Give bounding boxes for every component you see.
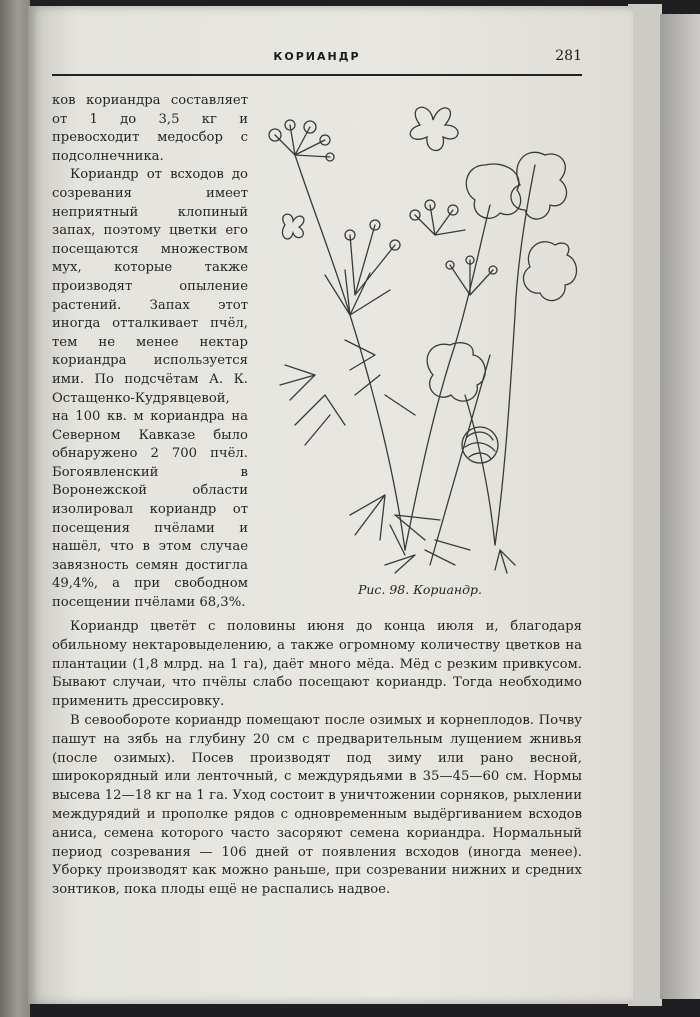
narrow-text-column	[52, 92, 248, 613]
coriander-plant-drawing	[255, 95, 585, 575]
paragraph: Кориандр цветёт с половины июня до конца июля и, благодаря обильному нектаровыделению, а также огромному количеству цветков на плантации (1,8 млрд. на 1 га), даёт много мёда. Мёд с резким привкусом. Бывают случаи, что пчёлы слабо посещают кориандр. Тогда необходимо применить дрессировку.	[52, 619, 582, 710]
paragraph: В севообороте кориандр помещают после озимых и корнеплодов. Почву пашут на зябь на глубину 20 см с предварительным лущением жнивья (после озимых). Посев производят под зиму или рано весной, широкорядный или ленточный, с междурядьями в 35—45—60 см. Нормы высева 12—18 кг на 1 га. Уход состоит в уничтожении сорняков, рыхлении междурядий и прополке рядов с одновременным выдёргиванием всходов аниса, семена которого часто засоряют семена кориандра. Нормальный период созревания — 106 дней от появления всходов (иногда менее). Уборку производят как можно раньше, при созревании нижних и средних зонтиков, пока плоды ещё не распались надвое.	[52, 712, 582, 898]
book-cover-edge	[660, 14, 700, 999]
paragraph: ков кориандра составляет от 1 до 3,5 кг и превосходит медосбор с подсолнечника.	[52, 93, 248, 164]
page-number: 281	[555, 48, 582, 64]
coriander-illustration	[255, 95, 585, 575]
book-page-edges	[628, 4, 662, 1006]
paragraph: Кориандр от всходов до созревания имеет неприятный клопиный запах, поэтому цветки его посещаются множеством мух, которые также производят опыление растений. Запах этот иногда отталкивает пчёл, тем не менее нектар кориандра используется ими. По подсчётам А. К. Остащенко-Кудрявцевой, на 100 кв. м кориандра на Северном Кавказе было обнаружено 2 700 пчёл. Богоявленский в Воронежской области изолировал кориандр от посещения пчёлами и нашёл, что в этом случае завязность семян достигла 49,4%, а при свободном посещении пчёлами 68,3%.	[52, 167, 248, 611]
full-width-text	[52, 618, 582, 900]
running-title: КОРИАНДР	[273, 50, 361, 63]
adjacent-page-edge	[0, 0, 30, 1017]
page-header	[52, 48, 582, 76]
figure-caption: Рис. 98. Кориандр.	[357, 582, 483, 597]
